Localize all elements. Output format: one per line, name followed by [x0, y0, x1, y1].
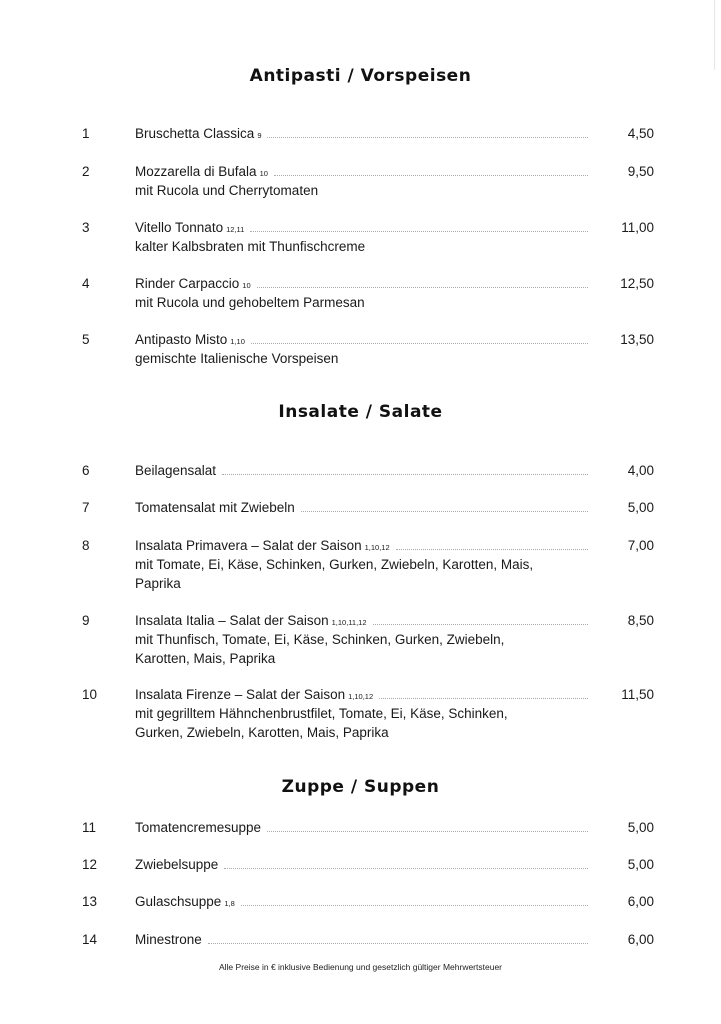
item-price: 9,50 — [627, 164, 654, 179]
item-description: mit Rucola und gehobeltem Parmesan — [135, 295, 365, 310]
item-number: 7 — [82, 500, 90, 515]
item-price: 7,00 — [627, 538, 654, 553]
dot-leader — [301, 511, 588, 512]
dot-leader — [257, 287, 588, 288]
item-name: Antipasto Misto — [135, 332, 228, 347]
item-name: Beilagensalat — [135, 463, 217, 478]
item-name: Minestrone — [135, 932, 202, 947]
item-name: Tomatencremesuppe — [135, 820, 262, 835]
dot-leader — [241, 905, 588, 906]
item-name-line — [135, 536, 590, 557]
item-number: 5 — [82, 332, 90, 347]
dot-leader — [250, 231, 588, 232]
item-description: gemischte Italienische Vorspeisen — [135, 351, 339, 366]
item-price: 4,00 — [627, 463, 654, 478]
allergen-codes: 9 — [257, 131, 262, 140]
item-number: 1 — [82, 126, 90, 141]
item-description: kalter Kalbsbraten mit Thunfischcreme — [135, 239, 366, 254]
item-name-line — [135, 892, 590, 913]
item-name-line — [135, 162, 590, 183]
allergen-codes: 1,10 — [230, 337, 245, 346]
allergen-codes: 1,10,12 — [348, 692, 374, 701]
item-number: 11 — [82, 820, 97, 835]
item-price: 12,50 — [620, 276, 654, 291]
item-price: 5,00 — [627, 820, 654, 835]
item-name: Tomatensalat mit Zwiebeln — [135, 500, 295, 515]
dot-leader — [224, 868, 588, 869]
item-name: Vitello Tonnato — [135, 220, 224, 235]
dot-leader — [373, 624, 588, 625]
allergen-codes: 12,11 — [226, 225, 245, 234]
item-name-line — [135, 124, 590, 145]
dot-leader — [222, 474, 588, 475]
item-price: 5,00 — [627, 857, 654, 872]
item-name: Mozzarella di Bufala — [135, 164, 257, 179]
item-price: 4,50 — [627, 126, 654, 141]
item-price: 8,50 — [627, 613, 654, 628]
item-description: mit Thunfisch, Tomate, Ei, Käse, Schinken, Gurken, Zwiebeln, Karotten, Mais, Paprika — [135, 632, 505, 666]
item-name: Bruschetta Classica — [135, 126, 255, 141]
dot-leader — [251, 343, 588, 344]
item-number: 8 — [82, 538, 90, 553]
dot-leader — [396, 549, 588, 550]
item-number: 6 — [82, 463, 90, 478]
item-description: mit Tomate, Ei, Käse, Schinken, Gurken, Zwiebeln, Karotten, Mais, Paprika — [135, 557, 534, 591]
allergen-codes: 10 — [259, 169, 268, 178]
item-name: Insalata Primavera – Salat der Saison — [135, 538, 362, 553]
item-number: 10 — [82, 687, 98, 702]
allergen-codes: 1,8 — [224, 899, 235, 908]
section-heading: Zuppe / Suppen — [281, 777, 440, 797]
item-price: 5,00 — [627, 500, 654, 515]
item-name: Gulaschsuppe — [135, 894, 222, 909]
item-description: mit Rucola und Cherrytomaten — [135, 183, 319, 198]
item-name-line — [135, 818, 590, 837]
price-footnote: Alle Preise in € inklusive Bedienung und gesetzlich gültiger Mehrwertsteuer — [218, 962, 502, 972]
item-name-line — [135, 330, 590, 351]
section-heading: Antipasti / Vorspeisen — [249, 66, 472, 86]
allergen-codes: 1,10,12 — [364, 543, 390, 552]
section-heading: Insalate / Salate — [278, 402, 443, 422]
item-name-line — [135, 611, 590, 632]
item-name-line — [135, 218, 590, 239]
item-name-line — [135, 855, 590, 874]
item-name: Insalata Firenze – Salat der Saison — [135, 687, 346, 702]
item-number: 12 — [82, 857, 98, 872]
item-name-line — [135, 274, 590, 295]
item-name-line — [135, 461, 590, 480]
item-price: 11,50 — [621, 687, 654, 702]
item-name-line — [135, 930, 590, 949]
dot-leader — [267, 831, 588, 832]
item-name: Insalata Italia – Salat der Saison — [135, 613, 329, 628]
item-price: 6,00 — [627, 932, 654, 947]
dot-leader — [274, 175, 588, 176]
item-name-line — [135, 498, 590, 517]
item-number: 9 — [82, 613, 90, 628]
dot-leader — [379, 698, 588, 699]
item-name-line — [135, 685, 590, 706]
item-number: 14 — [82, 932, 98, 947]
item-number: 4 — [82, 276, 90, 291]
dot-leader — [208, 943, 588, 944]
item-price: 6,00 — [627, 894, 654, 909]
item-number: 3 — [82, 220, 90, 235]
dot-leader — [267, 137, 588, 138]
allergen-codes: 10 — [242, 281, 251, 290]
item-number: 13 — [82, 894, 98, 909]
page-edge — [714, 0, 721, 70]
allergen-codes: 1,10,11,12 — [331, 618, 367, 627]
item-description: mit gegrilltem Hähnchenbrustfilet, Tomate, Ei, Käse, Schinken, Gurken, Zwiebeln, Karotten, Mais, Paprika — [135, 706, 508, 740]
item-number: 2 — [82, 164, 90, 179]
item-name: Zwiebelsuppe — [135, 857, 219, 872]
item-name: Rinder Carpaccio — [135, 276, 240, 291]
item-price: 13,50 — [620, 332, 654, 347]
item-price: 11,00 — [621, 220, 654, 235]
